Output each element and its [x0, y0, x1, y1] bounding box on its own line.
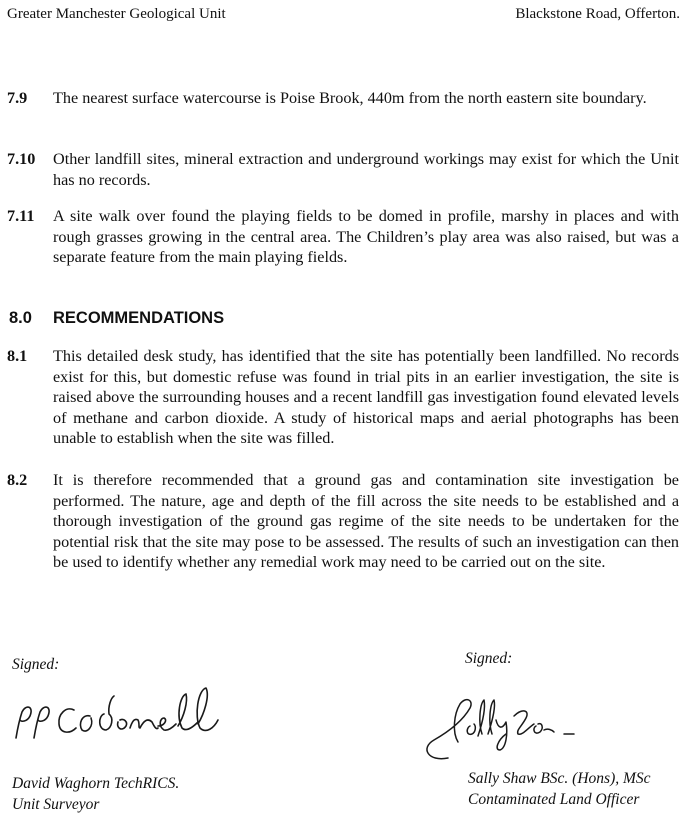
signatory-right	[468, 768, 651, 810]
paragraph-text: A site walk over found the playing fields to be domed in profile, marshy in places and with rough grasses growing in the central area. The Children’s play area was also raised, but was a separate feature from the main playing fields.	[53, 207, 679, 266]
section-title: RECOMMENDATIONS	[53, 309, 225, 327]
paragraph-number: 7.9	[7, 89, 28, 107]
paragraph-7-9	[7, 88, 679, 109]
paragraph-number: 7.10	[7, 150, 36, 168]
paragraph-number: 7.11	[7, 207, 35, 225]
signatory-name: David Waghorn TechRICS.	[12, 775, 180, 792]
paragraph-7-10	[7, 149, 679, 190]
signatory-left	[12, 773, 179, 815]
section-number: 8.0	[9, 309, 32, 327]
section-heading	[9, 309, 224, 328]
header-site-address: Blackstone Road, Offerton.	[515, 6, 680, 22]
paragraph-text: It is therefore recommended that a ground gas and contamination site investigation be performed. The nature, age and depth of the fill across the site needs to be established and a thorough investigation of the ground gas regime of the site needs to be undertaken for the potential risk that the site may pose to be assessed. The results of such an investigation can then be used to identify whether any remedial work may need to be carried out on the site.	[53, 471, 679, 571]
paragraph-number: 8.1	[7, 347, 28, 365]
paragraph-text: This detailed desk study, has identified that the site has potentially been landfilled. No records exist for this, but domestic refuse was found in trial pits in an earlier investigation, the site is raised above the surrounding houses and a recent landfill gas investigation found elevated levels of methane and carbon dioxide. A study of historical maps and aerial photographs has been unable to establish when the site was filled.	[53, 347, 679, 447]
paragraph-8-1	[7, 346, 679, 449]
paragraph-text: Other landfill sites, mineral extraction and underground workings may exist for which the Unit has no records.	[53, 150, 679, 189]
paragraph-8-2	[7, 470, 679, 573]
signatory-role: Unit Surveyor	[12, 796, 100, 813]
signature-left-image	[12, 676, 222, 748]
paragraph-number: 8.2	[7, 471, 28, 489]
paragraph-7-11	[7, 206, 679, 268]
paragraph-text: The nearest surface watercourse is Poise Brook, 440m from the north eastern site boundary.	[53, 89, 647, 107]
signed-label-left: Signed:	[12, 656, 60, 673]
signatory-name: Sally Shaw BSc. (Hons), MSc	[468, 770, 651, 787]
signatory-role: Contaminated Land Officer	[468, 791, 640, 808]
signature-right-image	[418, 688, 588, 764]
header-organisation: Greater Manchester Geological Unit	[7, 6, 226, 22]
signed-label-right: Signed:	[465, 650, 513, 667]
